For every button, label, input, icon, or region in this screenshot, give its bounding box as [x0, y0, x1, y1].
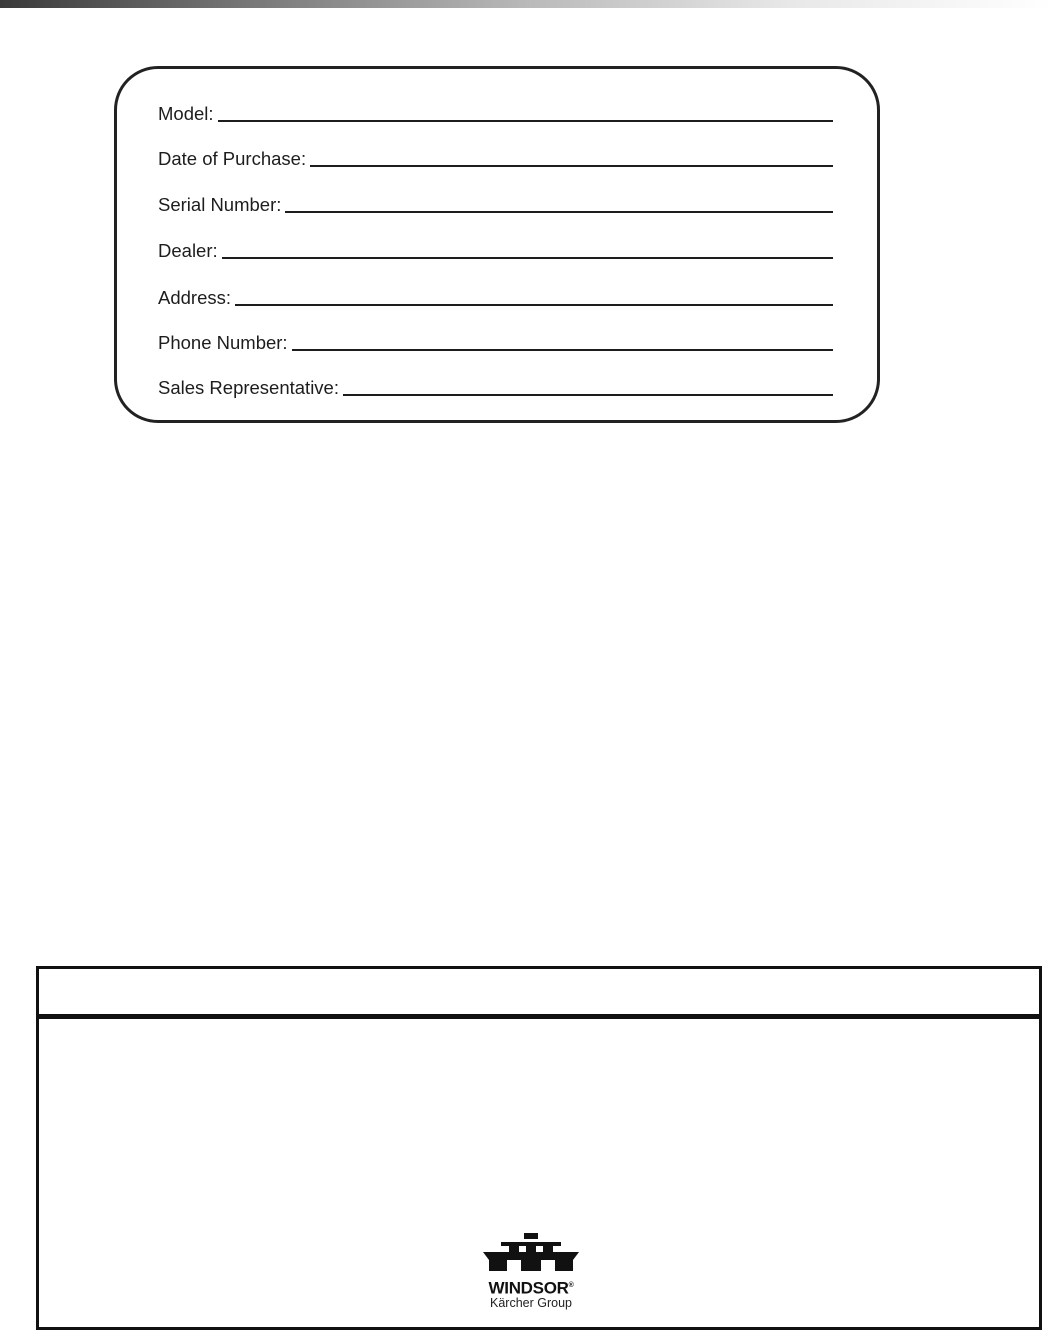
address-field[interactable]	[158, 281, 833, 309]
footer-info-box-header	[39, 969, 1039, 1019]
windsor-logo-icon	[481, 1233, 581, 1277]
serial-number-blank-line[interactable]	[285, 211, 833, 213]
sales-representative-label: Sales Representative:	[158, 377, 339, 398]
model-label: Model:	[158, 103, 214, 124]
serial-number-field[interactable]	[158, 188, 833, 216]
sales-representative-blank-line[interactable]	[343, 394, 833, 396]
header-gradient-bar	[0, 0, 1053, 8]
address-label: Address:	[158, 287, 232, 308]
date-of-purchase-blank-line[interactable]	[310, 165, 833, 167]
phone-number-blank-line[interactable]	[292, 349, 833, 351]
karcher-group-subtitle: Kärcher Group	[490, 1296, 572, 1310]
phone-number-field[interactable]	[158, 326, 833, 354]
phone-number-label: Phone Number:	[158, 332, 288, 353]
model-blank-line[interactable]	[218, 120, 833, 122]
footer-info-box	[36, 966, 1042, 1330]
date-of-purchase-label: Date of Purchase:	[158, 148, 307, 169]
windsor-brand-name: WINDSOR®	[488, 1278, 574, 1298]
address-blank-line[interactable]	[235, 304, 833, 306]
dealer-label: Dealer:	[158, 240, 218, 261]
model-field[interactable]	[158, 97, 833, 125]
date-of-purchase-field[interactable]	[158, 142, 833, 170]
dealer-field[interactable]	[158, 234, 833, 262]
dealer-blank-line[interactable]	[222, 257, 833, 259]
serial-number-label: Serial Number:	[158, 194, 282, 215]
owner-record-card	[114, 66, 880, 423]
windsor-logo	[481, 1233, 581, 1311]
sales-representative-field[interactable]	[158, 371, 833, 399]
